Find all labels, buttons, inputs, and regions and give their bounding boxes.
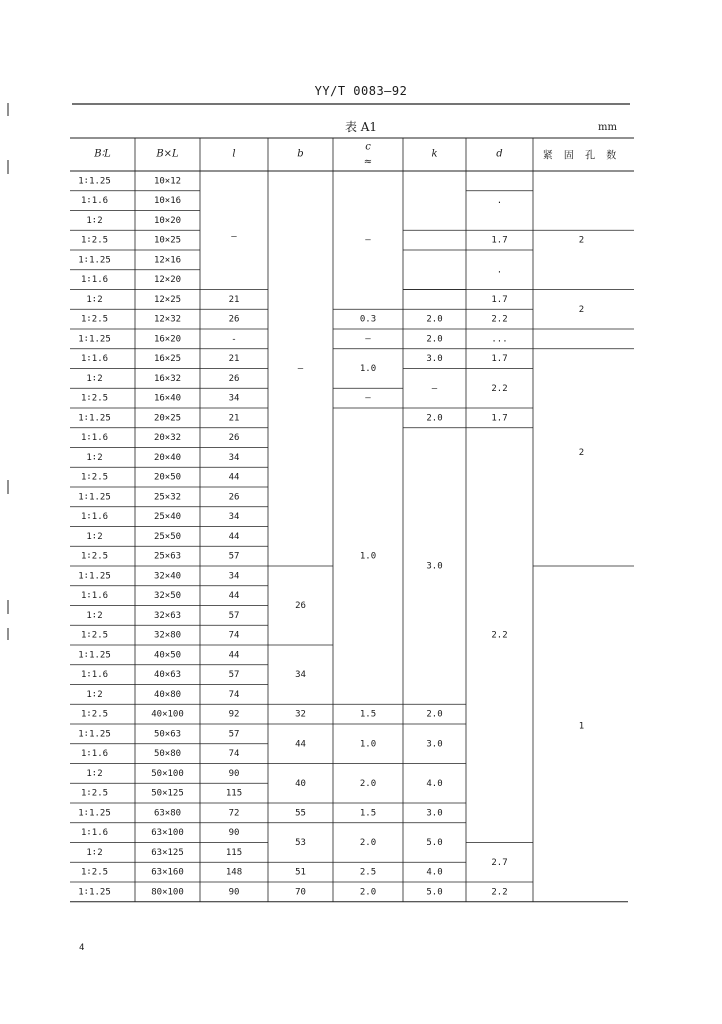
cell-d: 2.7 bbox=[491, 857, 508, 868]
standard-code: YY/T 0083—92 bbox=[314, 84, 408, 98]
cell-d: 1.7 bbox=[491, 235, 508, 246]
header-c: c bbox=[365, 141, 371, 153]
cell-size: 63×125 bbox=[151, 847, 184, 858]
cell-size: 12×20 bbox=[153, 275, 182, 286]
cell-ratio: 1∶2 bbox=[86, 610, 103, 621]
page-number: 4 bbox=[79, 943, 85, 953]
cell-k: 3.0 bbox=[426, 739, 443, 750]
cell-size: 20×50 bbox=[153, 472, 182, 483]
cell-ratio: 1∶2.5 bbox=[80, 788, 109, 799]
cell-size: 40×80 bbox=[153, 689, 182, 700]
cell-c: 1.0 bbox=[359, 551, 377, 562]
cell-c: 2.0 bbox=[359, 887, 377, 898]
cell-ratio: 1∶1.25 bbox=[78, 413, 111, 424]
cell-ratio: 1∶2.5 bbox=[80, 709, 109, 720]
header-c-approx: ≈ bbox=[363, 156, 373, 168]
header-l: l bbox=[232, 148, 236, 160]
cell-l: 26 bbox=[228, 314, 240, 325]
cell-ratio: 1∶2 bbox=[86, 847, 103, 858]
cell-c: 1.5 bbox=[359, 709, 377, 720]
cell-c: — bbox=[365, 393, 371, 404]
cell-l: 57 bbox=[228, 729, 240, 740]
cell-ratio: 1∶1.6 bbox=[80, 275, 109, 286]
cell-ratio: 1∶1.25 bbox=[78, 729, 111, 740]
cell-d: 1.7 bbox=[491, 354, 508, 365]
cell-size: 50×63 bbox=[153, 729, 182, 740]
cell-ratio: 1∶1.25 bbox=[78, 650, 111, 661]
cell-ratio: 1∶2.5 bbox=[80, 551, 109, 562]
cell-holes: 2 bbox=[578, 235, 585, 246]
cell-b: 44 bbox=[295, 739, 306, 750]
cell-c: 1.5 bbox=[359, 808, 377, 819]
cell-size: 25×50 bbox=[153, 531, 182, 542]
cell-d: 2.2 bbox=[491, 630, 508, 641]
cell-size: 12×16 bbox=[153, 255, 182, 266]
cell-c: 2.5 bbox=[359, 867, 377, 878]
cell-l: 57 bbox=[228, 670, 240, 681]
cell-size: 32×63 bbox=[153, 610, 182, 621]
cell-l: - bbox=[231, 334, 237, 345]
cell-c: 1.0 bbox=[359, 364, 377, 374]
cell-l: 44 bbox=[228, 591, 240, 602]
cell-k: 5.0 bbox=[426, 838, 443, 848]
cell-l-merged: — bbox=[231, 231, 237, 242]
cell-l: 21 bbox=[228, 294, 240, 305]
cell-d: 1.7 bbox=[491, 413, 508, 424]
cell-b: 51 bbox=[295, 867, 306, 878]
cell-d: ... bbox=[491, 334, 508, 345]
cell-ratio: 1∶1.6 bbox=[80, 749, 109, 760]
cell-k: 2.0 bbox=[426, 413, 443, 424]
cell-b: 40 bbox=[295, 778, 306, 789]
cell-l: 90 bbox=[228, 887, 240, 898]
cell-l: 21 bbox=[228, 354, 240, 365]
cell-ratio: 1∶1.6 bbox=[80, 828, 109, 839]
cell-ratio: 1∶1.25 bbox=[78, 255, 111, 266]
cell-k: 2.0 bbox=[426, 709, 443, 720]
cell-c: 2.0 bbox=[359, 838, 377, 848]
cell-size: 40×100 bbox=[151, 709, 184, 720]
cell-size: 25×32 bbox=[153, 492, 182, 503]
cell-l: 34 bbox=[228, 452, 240, 463]
cell-size: 50×80 bbox=[153, 749, 182, 760]
cell-size: 10×25 bbox=[153, 235, 182, 246]
header-size: B×L bbox=[156, 148, 179, 160]
cell-ratio: 1∶1.6 bbox=[80, 670, 109, 681]
cell-size: 40×63 bbox=[153, 670, 182, 681]
cell-size: 32×40 bbox=[153, 571, 182, 582]
cell-size: 10×16 bbox=[153, 196, 182, 207]
cell-l: 72 bbox=[228, 808, 240, 819]
cell-holes: 2 bbox=[578, 304, 585, 315]
cell-b: 70 bbox=[295, 887, 306, 898]
cell-l: 34 bbox=[228, 571, 240, 582]
cell-ratio: 1∶2 bbox=[86, 452, 103, 463]
cell-ratio: 1∶2.5 bbox=[80, 472, 109, 483]
cell-l: 26 bbox=[228, 373, 240, 384]
cell-ratio: 1∶1.25 bbox=[78, 808, 111, 819]
cell-k: 4.0 bbox=[426, 778, 443, 789]
cell-l: 34 bbox=[228, 393, 240, 404]
cell-size: 25×63 bbox=[153, 551, 182, 562]
header-b: b bbox=[297, 148, 304, 160]
cell-l: 92 bbox=[228, 709, 240, 720]
unit-label: mm bbox=[598, 122, 617, 133]
cell-ratio: 1∶1.25 bbox=[78, 334, 111, 345]
cell-k: 2.0 bbox=[426, 334, 443, 345]
cell-l: 74 bbox=[228, 689, 240, 700]
cell-k: 4.0 bbox=[426, 867, 443, 878]
cell-k: 3.0 bbox=[426, 561, 443, 572]
cell-holes: 2 bbox=[578, 448, 585, 458]
cell-size: 20×25 bbox=[153, 413, 182, 424]
cell-l: 74 bbox=[228, 630, 240, 641]
cell-ratio: 1∶2 bbox=[86, 215, 103, 226]
cell-l: 44 bbox=[228, 650, 240, 661]
cell-l: 115 bbox=[225, 788, 243, 799]
cell-b: 26 bbox=[295, 601, 306, 611]
cell-ratio: 1∶1.25 bbox=[78, 571, 111, 582]
header-d: d bbox=[496, 148, 503, 160]
cell-l: 26 bbox=[228, 433, 240, 444]
cell-ratio: 1∶2 bbox=[86, 294, 103, 305]
cell-size: 16×20 bbox=[153, 334, 182, 345]
cell-b: — bbox=[297, 364, 304, 374]
cell-ratio: 1∶2 bbox=[86, 373, 103, 384]
cell-l: 26 bbox=[228, 492, 240, 503]
cell-l: 57 bbox=[228, 610, 240, 621]
cell-c: — bbox=[365, 235, 371, 246]
cell-l: 44 bbox=[228, 531, 240, 542]
cell-size: 20×32 bbox=[153, 433, 182, 444]
cell-ratio: 1∶2.5 bbox=[80, 235, 109, 246]
cell-ratio: 1∶2 bbox=[86, 531, 103, 542]
cell-d: 1.7 bbox=[491, 294, 508, 305]
cell-size: 63×160 bbox=[151, 867, 184, 878]
cell-ratio: 1∶1.25 bbox=[78, 887, 111, 898]
cell-size: 10×12 bbox=[153, 176, 182, 187]
cell-b: 32 bbox=[295, 709, 306, 720]
cell-d: 2.2 bbox=[491, 383, 508, 394]
cell-c: — bbox=[365, 334, 371, 345]
cell-l: 90 bbox=[228, 828, 240, 839]
cell-k: 2.0 bbox=[426, 314, 443, 325]
cell-ratio: 1∶2 bbox=[86, 689, 103, 700]
cell-l: 90 bbox=[228, 768, 240, 779]
cell-size: 20×40 bbox=[153, 452, 182, 463]
cell-ratio: 1∶1.6 bbox=[80, 591, 109, 602]
header-k: k bbox=[431, 148, 438, 160]
cell-b: 53 bbox=[295, 838, 306, 848]
cell-ratio: 1∶2.5 bbox=[80, 867, 109, 878]
cell-ratio: 1∶1.6 bbox=[80, 512, 109, 523]
cell-ratio: 1∶1.25 bbox=[78, 176, 111, 187]
cell-d: 2.2 bbox=[491, 314, 508, 325]
cell-d: . bbox=[496, 265, 503, 276]
cell-ratio: 1∶2.5 bbox=[80, 630, 109, 641]
cell-ratio: 1∶2.5 bbox=[80, 393, 109, 404]
cell-holes: 1 bbox=[578, 721, 585, 732]
cell-size: 32×50 bbox=[153, 591, 182, 602]
cell-d: . bbox=[496, 196, 503, 207]
cell-b: 55 bbox=[295, 808, 306, 819]
cell-l: 44 bbox=[228, 472, 240, 483]
cell-ratio: 1∶1.6 bbox=[80, 354, 109, 365]
cell-size: 25×40 bbox=[153, 512, 182, 523]
cell-size: 50×100 bbox=[151, 768, 184, 779]
cell-size: 63×100 bbox=[151, 828, 184, 839]
cell-size: 12×32 bbox=[153, 314, 182, 325]
cell-k: — bbox=[431, 383, 438, 394]
cell-b: 34 bbox=[295, 670, 306, 681]
cell-l: 34 bbox=[228, 512, 240, 523]
cell-ratio: 1∶2 bbox=[86, 768, 103, 779]
cell-size: 16×25 bbox=[153, 354, 182, 365]
cell-d: 2.2 bbox=[491, 887, 508, 898]
cell-c: 0.3 bbox=[359, 314, 377, 325]
table-title: 表 A1 bbox=[344, 120, 378, 134]
cell-c: 1.0 bbox=[359, 739, 377, 750]
cell-ratio: 1∶1.25 bbox=[78, 492, 111, 503]
cell-l: 74 bbox=[228, 749, 240, 760]
cell-size: 16×32 bbox=[153, 373, 182, 384]
cell-size: 16×40 bbox=[153, 393, 182, 404]
cell-c: 2.0 bbox=[359, 778, 377, 789]
cell-k: 3.0 bbox=[426, 808, 443, 819]
cell-l: 148 bbox=[225, 867, 243, 878]
cell-ratio: 1∶1.6 bbox=[80, 433, 109, 444]
cell-size: 10×20 bbox=[153, 215, 182, 226]
header-ratio: B∶L bbox=[94, 148, 111, 160]
cell-size: 50×125 bbox=[151, 788, 184, 799]
cell-ratio: 1∶1.6 bbox=[80, 196, 109, 207]
cell-k: 5.0 bbox=[426, 887, 443, 898]
cell-l: 57 bbox=[228, 551, 240, 562]
cell-l: 21 bbox=[228, 413, 240, 424]
cell-ratio: 1∶2.5 bbox=[80, 314, 109, 325]
cell-size: 40×50 bbox=[153, 650, 182, 661]
header-holes: 紧 固 孔 数 bbox=[542, 150, 621, 162]
cell-k: 3.0 bbox=[426, 354, 443, 365]
cell-size: 32×80 bbox=[153, 630, 182, 641]
cell-l: 115 bbox=[225, 847, 243, 858]
cell-size: 12×25 bbox=[153, 294, 182, 305]
cell-size: 80×100 bbox=[151, 887, 184, 898]
cell-size: 63×80 bbox=[153, 808, 182, 819]
